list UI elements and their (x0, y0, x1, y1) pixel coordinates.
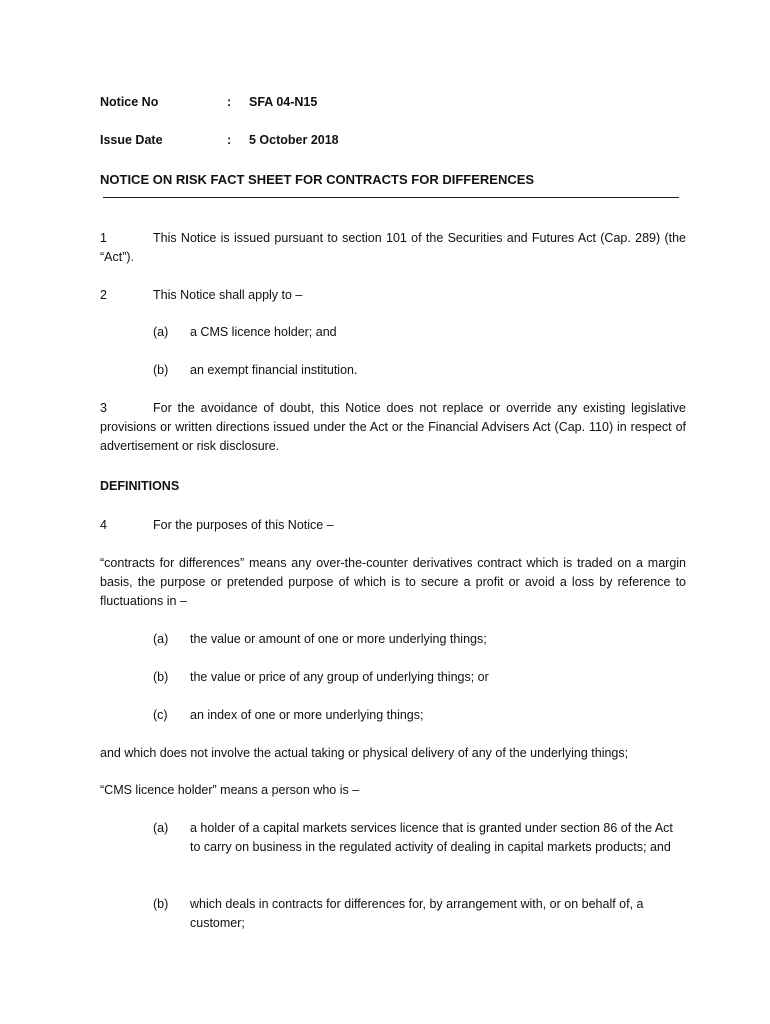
item-text: which deals in contracts for differences for, by arrangement with, or on behalf of, a customer; (190, 897, 644, 930)
item-text: a CMS licence holder; and (190, 325, 337, 339)
paragraph-3 (100, 399, 686, 456)
paragraph-2-item-b (153, 361, 686, 380)
notice-no-value: SFA 04-N15 (249, 95, 318, 109)
cms-item-a (153, 819, 686, 857)
notice-no-colon: : (227, 95, 232, 109)
item-label: (a) (153, 821, 169, 835)
paragraph-4-number: 4 (100, 518, 107, 532)
paragraph-3-number: 3 (100, 401, 107, 415)
cms-item-b (153, 895, 686, 933)
notice-no-label: Notice No (100, 95, 159, 109)
item-label: (b) (153, 897, 169, 911)
cfd-definition-text: “contracts for differences” means any over-the-counter derivatives contract which is traded on a margin basis, the purpose or pretended purpose of which is to secure a profit or avoid a loss by reference to fluctuations in – (100, 556, 686, 608)
title-underline (103, 197, 679, 198)
item-text: a holder of a capital markets services licence that is granted under section 86 of the Act to carry on business in the regulated activity of dealing in capital markets products; and (190, 821, 673, 854)
item-text: the value or price of any group of underlying things; or (190, 670, 489, 684)
paragraph-3-text: For the avoidance of doubt, this Notice does not replace or override any existing legislative provisions or written directions issued under the Act or the Financial Advisers Act (Cap. 110) in respect of advertisement or risk disclosure. (100, 401, 686, 453)
notice-title: NOTICE ON RISK FACT SHEET FOR CONTRACTS FOR DIFFERENCES (100, 172, 535, 187)
item-label: (a) (153, 632, 169, 646)
item-label: (a) (153, 325, 169, 339)
cfd-item-b (153, 668, 686, 687)
item-text: an index of one or more underlying things; (190, 708, 424, 722)
paragraph-2-text: This Notice shall apply to – (153, 288, 303, 302)
cfd-item-c (153, 706, 686, 725)
item-text: an exempt financial institution. (190, 363, 358, 377)
paragraph-4 (100, 516, 686, 535)
cfd-closing-text: and which does not involve the actual taking or physical delivery of any of the underlying things; (100, 746, 629, 760)
cfd-item-a (153, 630, 686, 649)
paragraph-2 (100, 286, 686, 305)
paragraph-4-text: For the purposes of this Notice – (153, 518, 334, 532)
paragraph-1-number: 1 (100, 231, 107, 245)
definitions-heading: DEFINITIONS (100, 479, 180, 493)
paragraph-2-number: 2 (100, 288, 107, 302)
paragraph-1 (100, 229, 686, 267)
item-label: (b) (153, 670, 169, 684)
item-label: (b) (153, 363, 169, 377)
issue-date-label: Issue Date (100, 133, 163, 147)
issue-date-colon: : (227, 133, 232, 147)
issue-date-value: 5 October 2018 (249, 133, 339, 147)
item-text: the value or amount of one or more underlying things; (190, 632, 487, 646)
item-label: (c) (153, 708, 168, 722)
paragraph-2-item-a (153, 323, 686, 342)
cms-definition-text: “CMS licence holder” means a person who is – (100, 783, 360, 797)
paragraph-1-text: This Notice is issued pursuant to section 101 of the Securities and Futures Act (Cap. 289) (the “Act”). (100, 231, 686, 264)
